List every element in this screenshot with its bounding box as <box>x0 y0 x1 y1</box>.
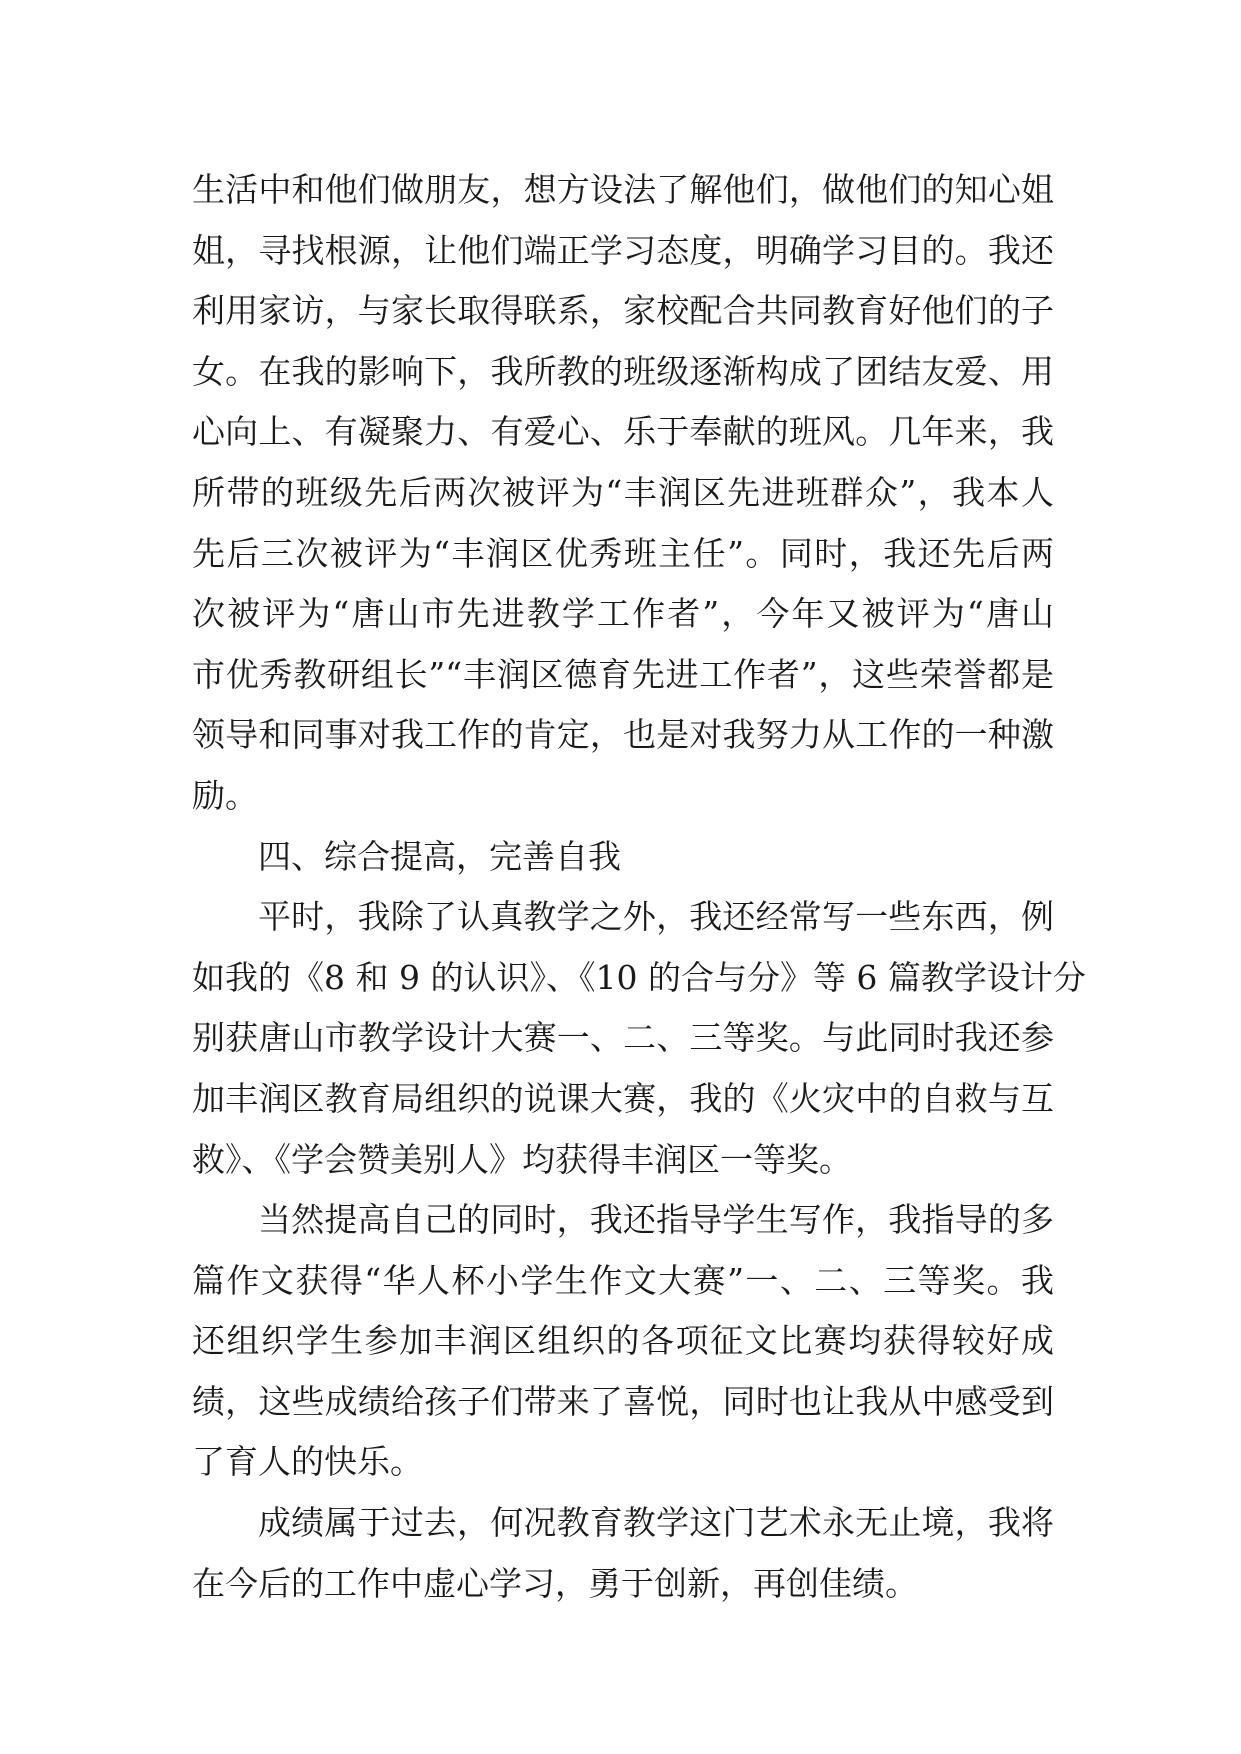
text-line: 所带的班级先后两次被评为“丰润区先进班群众”，我本人 <box>192 472 1054 512</box>
text-line: 篇作文获得“华人杯小学生作文大赛”一、二、三等奖。我 <box>192 1260 1054 1300</box>
text-line: 成绩属于过去，何况教育教学这门艺术永无止境，我将 <box>258 1503 1054 1543</box>
text-line: 了育人的快乐。 <box>192 1442 423 1482</box>
text-line: 女。在我的影响下，我所教的班级逐渐构成了团结友爱、用 <box>192 351 1054 391</box>
text-line: 还组织学生参加丰润区组织的各项征文比赛均获得较好成 <box>192 1321 1054 1361</box>
text-line: 加丰润区教育局组织的说课大赛，我的《火灾中的自救与互 <box>192 1078 1054 1118</box>
text-line: 心向上、有凝聚力、有爱心、乐于奉献的班风。几年来，我 <box>192 412 1054 452</box>
text-line: 次被评为“唐山市先进教学工作者”，今年又被评为“唐山 <box>192 594 1054 634</box>
text-line: 励。 <box>192 775 258 815</box>
text-line: 别获唐山市教学设计大赛一、二、三等奖。与此同时我还参 <box>192 1018 1054 1058</box>
text-line: 姐，寻找根源，让他们端正学习态度，明确学习目的。我还 <box>192 230 1054 270</box>
text-line: 在今后的工作中虚心学习，勇于创新，再创佳绩。 <box>192 1563 918 1603</box>
text-line: 平时，我除了认真教学之外，我还经常写一些东西，例 <box>258 897 1054 937</box>
text-line: 如我的《8 和 9 的认识》、《10 的合与分》等 6 篇教学设计分 <box>192 957 1086 997</box>
text-line: 先后三次被评为“丰润区优秀班主任”。同时，我还先后两 <box>192 533 1054 573</box>
text-line: 市优秀教研组长”“丰润区德育先进工作者”，这些荣誉都是 <box>192 654 1054 694</box>
text-line: 利用家访，与家长取得联系，家校配合共同教育好他们的子 <box>192 291 1054 331</box>
document-body <box>192 160 1086 1614</box>
text-line: 当然提高自己的同时，我还指导学生写作，我指导的多 <box>258 1200 1054 1240</box>
text-line: 生活中和他们做朋友，想方设法了解他们，做他们的知心姐 <box>192 170 1054 209</box>
text-line: 四、综合提高，完善自我 <box>258 836 621 876</box>
text-line: 救》、《学会赞美别人》均获得丰润区一等奖。 <box>192 1139 852 1179</box>
text-line: 领导和同事对我工作的肯定，也是对我努力从工作的一种激 <box>192 715 1054 755</box>
text-line: 绩，这些成绩给孩子们带来了喜悦，同时也让我从中感受到 <box>192 1381 1054 1421</box>
